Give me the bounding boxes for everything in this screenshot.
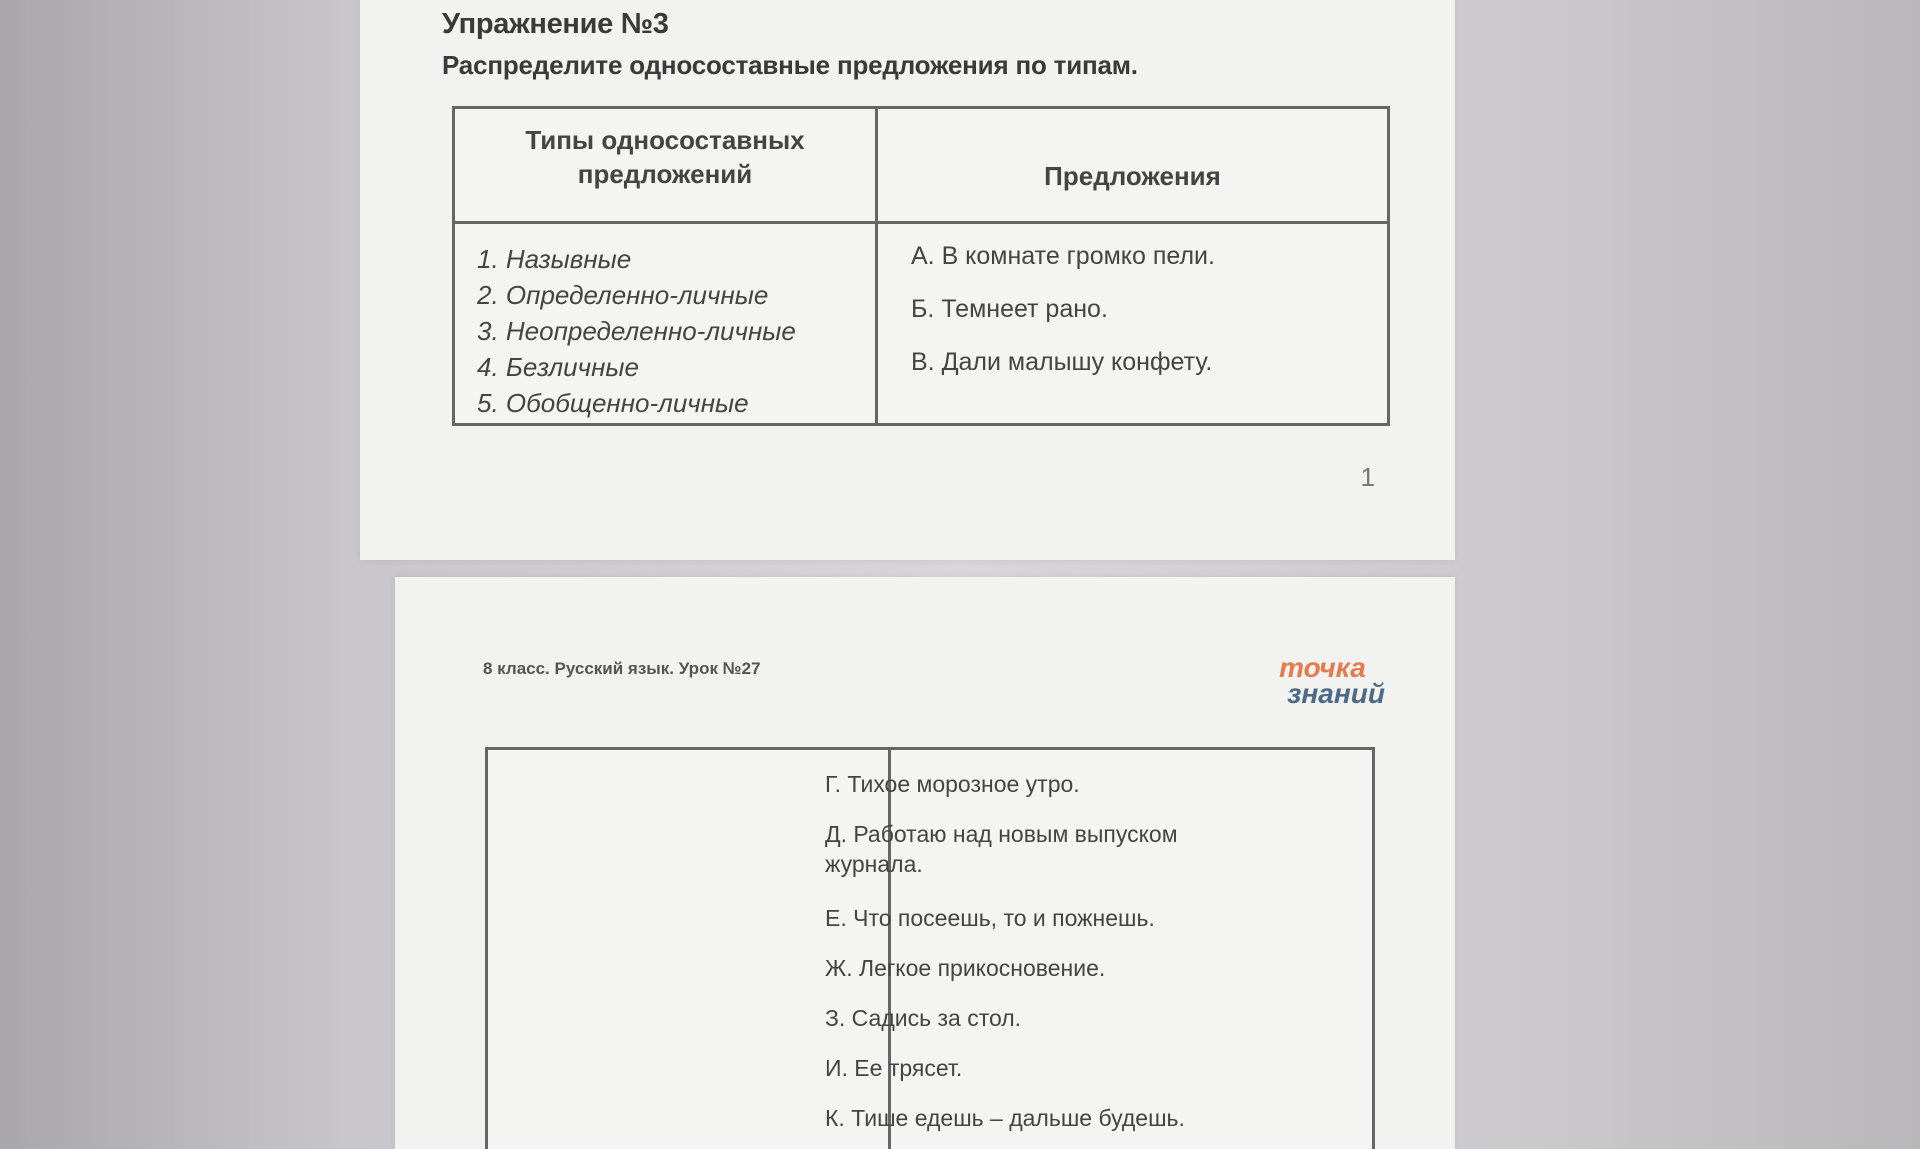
table-column-divider (875, 109, 878, 423)
exercise-task: Распределите односоставные предложения по типам. (442, 50, 1138, 80)
exercise-title: Упражнение №3 (442, 8, 669, 40)
sentence-item: Д. Работаю над новым выпуском журнала. (825, 821, 1178, 877)
logo-line2: знаний (1287, 678, 1385, 709)
type-item: 3. Неопределенно-личные (477, 316, 796, 346)
type-item: 5. Обобщенно-личные (477, 388, 749, 418)
slide-page-1 (360, 0, 1455, 560)
sentences-list-continued (825, 769, 1245, 1149)
type-item: 4. Безличные (477, 352, 639, 382)
lesson-label: 8 класс. Русский язык. Урок №27 (483, 659, 761, 678)
types-list (477, 241, 796, 421)
page-number: 1 (1360, 462, 1375, 492)
type-item: 1. Назывные (477, 244, 632, 274)
sentence-item: В. Дали малышу конфету. (911, 348, 1213, 376)
slide-page-2 (395, 577, 1455, 1149)
types-table (452, 106, 1390, 426)
header-types-line1: Типы односоставных (525, 125, 805, 155)
sentence-item: Ж. Легкое прикосновение. (825, 955, 1106, 981)
sentence-item: Б. Темнеет рано. (911, 295, 1108, 323)
type-item: 2. Определенно-личные (477, 280, 769, 310)
header-types (455, 123, 875, 191)
sentence-item: И. Ее трясет. (825, 1055, 963, 1081)
header-sentences: Предложения (1044, 161, 1221, 191)
tochka-znaniy-logo (1279, 652, 1385, 709)
sentence-item: А. В комнате громко пели. (911, 242, 1215, 270)
table-header-divider (455, 221, 1387, 224)
sentence-item: Г. Тихое морозное утро. (825, 771, 1080, 797)
sentence-item: К. Тише едешь – дальше будешь. (825, 1105, 1185, 1131)
sentence-item: Е. Что посеешь, то и пожнешь. (825, 905, 1155, 931)
sentences-list (911, 241, 1215, 400)
header-types-line2: предложений (577, 159, 753, 189)
logo-line1: точка (1279, 652, 1366, 683)
sentence-item: З. Садись за стол. (825, 1005, 1022, 1031)
